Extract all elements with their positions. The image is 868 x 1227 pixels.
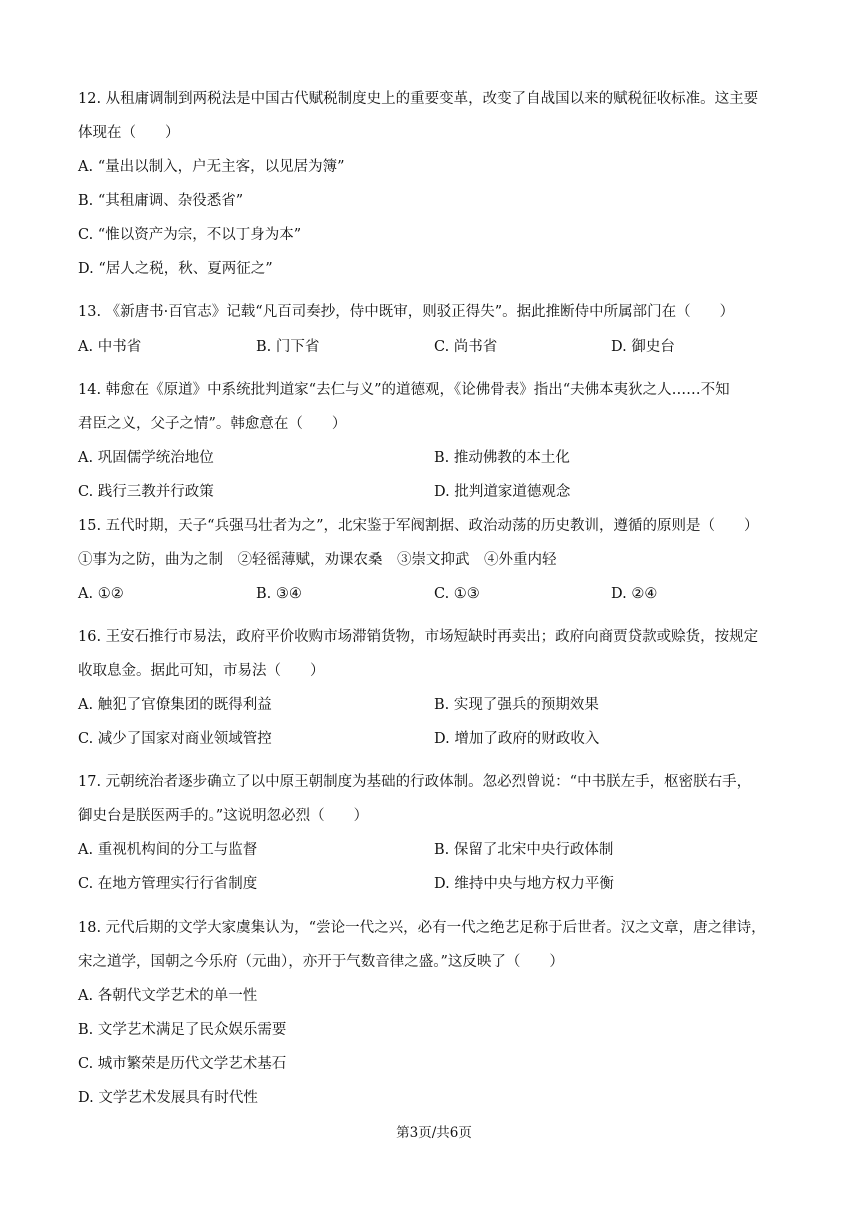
q12-option-d: D. “居人之税，秋、夏两征之” — [78, 261, 273, 277]
q15-stem-line2: ①事为之防，曲为之制 ②轻徭薄赋，劝课农桑 ③崇文抑武 ④外重内轻 — [78, 552, 557, 568]
q12-option-a: A. “量出以制入，户无主客，以见居为簿” — [78, 159, 345, 175]
q12-option-b: B. “其租庸调、杂役悉省” — [78, 193, 244, 209]
q16-option-d: D. 增加了政府的财政收入 — [434, 731, 600, 747]
q14-option-a: A. 巩固儒学统治地位 — [78, 450, 214, 466]
page-number: 第3页/共6页 — [396, 1125, 472, 1141]
q17-option-b: B. 保留了北宋中央行政体制 — [434, 842, 614, 858]
q14-stem-line2: 君臣之义，父子之情”。韩愈意在（ ） — [78, 416, 347, 432]
q18-stem-line2: 宋之道学，国朝之今乐府（元曲），亦开于气数音律之盛。”这反映了（ ） — [78, 954, 564, 970]
q14-option-b: B. 推动佛教的本土化 — [434, 450, 570, 466]
q16-option-b: B. 实现了强兵的预期效果 — [434, 697, 599, 713]
q14-option-c: C. 践行三教并行政策 — [78, 484, 214, 500]
q12-option-c: C. “惟以资产为宗，不以丁身为本” — [78, 227, 302, 243]
q17-option-a: A. 重视机构间的分工与监督 — [78, 842, 258, 858]
q16-option-a: A. 触犯了官僚集团的既得利益 — [78, 697, 272, 713]
q15-option-c: C. ①③ — [434, 586, 480, 602]
q15-option-b: B. ③④ — [256, 586, 302, 602]
q13-option-b: B. 门下省 — [256, 339, 320, 355]
q13-option-d: D. 御史台 — [611, 339, 675, 355]
q12-stem-line1: 12. 从租庸调制到两税法是中国古代赋税制度史上的重要变革，改变了自战国以来的赋税征收标准。这主要 — [78, 91, 759, 107]
q17-option-c: C. 在地方管理实行行省制度 — [78, 876, 258, 892]
q13-option-c: C. 尚书省 — [434, 339, 498, 355]
q17-stem-line1: 17. 元朝统治者逐步确立了以中原王朝制度为基础的行政体制。忽必烈曾说：“中书朕左手，枢密朕右手， — [78, 774, 752, 790]
q17-stem-line2: 御史台是朕医两手的。”这说明忽必烈（ ） — [78, 808, 369, 824]
q14-option-d: D. 批判道家道德观念 — [434, 484, 571, 500]
q18-option-a: A. 各朝代文学艺术的单一性 — [78, 988, 258, 1004]
q15-option-d: D. ②④ — [611, 586, 658, 602]
q13-stem-line1: 13. 《新唐书·百官志》记载“凡百司奏抄，侍中既审，则驳正得失”。据此推断侍中所属部门在（ ） — [78, 304, 735, 320]
q17-option-d: D. 维持中央与地方权力平衡 — [434, 876, 614, 892]
q14-stem-line1: 14. 韩愈在《原道》中系统批判道家“去仁与义”的道德观，《论佛骨表》指出“夫佛本夷狄之人……不知 — [78, 382, 730, 398]
q15-option-a: A. ①② — [78, 586, 124, 602]
q15-stem-line1: 15. 五代时期，天子“兵强马壮者为之”，北宋鉴于军阀割据、政治动荡的历史教训，遵循的原则是（ ） — [78, 518, 759, 534]
q16-stem-line2: 收取息金。据此可知，市易法（ ） — [78, 663, 325, 679]
q18-option-c: C. 城市繁荣是历代文学艺术基石 — [78, 1056, 287, 1072]
q18-stem-line1: 18. 元代后期的文学大家虞集认为，“尝论一代之兴，必有一代之绝艺足称于后世者。汉之文章，唐之律诗， — [78, 920, 766, 936]
q18-option-b: B. 文学艺术满足了民众娱乐需要 — [78, 1022, 287, 1038]
q13-option-a: A. 中书省 — [78, 339, 142, 355]
q12-stem-line2: 体现在（ ） — [78, 125, 180, 141]
q16-stem-line1: 16. 王安石推行市易法，政府平价收购市场滞销货物，市场短缺时再卖出；政府向商贾贷款或赊货，按规定 — [78, 629, 759, 645]
q16-option-c: C. 减少了国家对商业领域管控 — [78, 731, 272, 747]
q18-option-d: D. 文学艺术发展具有时代性 — [78, 1090, 258, 1106]
